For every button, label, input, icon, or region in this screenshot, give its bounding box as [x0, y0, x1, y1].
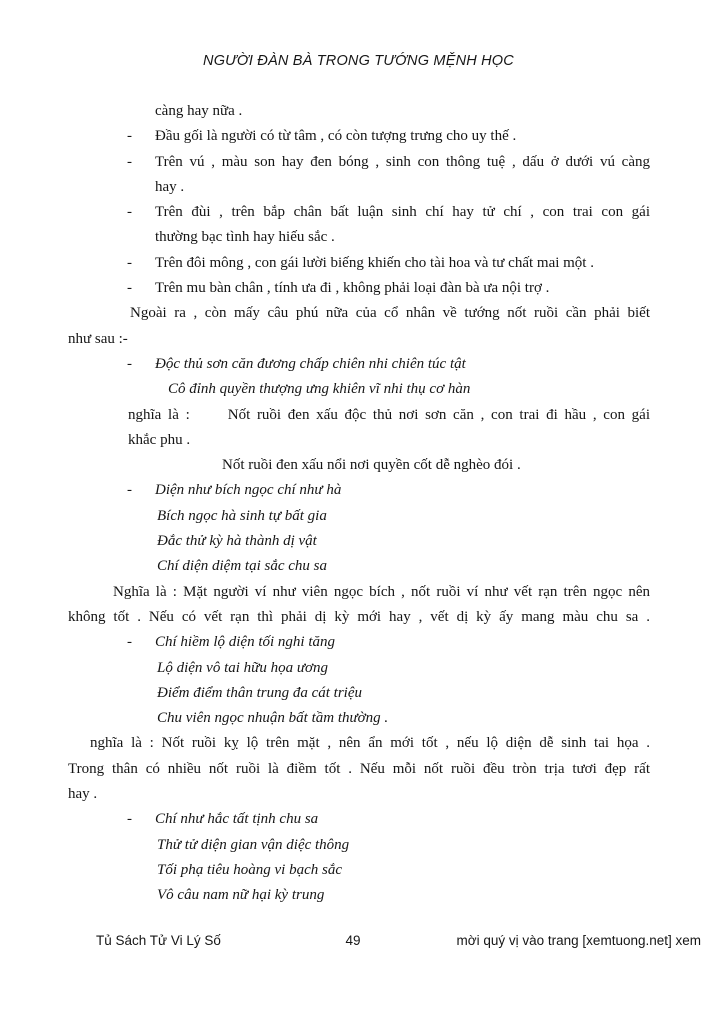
line-text: Chí hiềm lộ diện tối nghi tăng — [155, 634, 335, 651]
text-line — [68, 883, 650, 908]
text-line — [68, 580, 650, 605]
text-line — [68, 453, 650, 478]
line-text: Cô đỉnh quyền thượng ưng khiên vĩ nhi thụ cơ hàn — [168, 381, 471, 398]
text-line — [68, 757, 650, 782]
meaning-label: nghĩa là : — [128, 406, 190, 423]
text-line — [68, 124, 650, 149]
line-text: Ngoài ra , còn mấy câu phú nữa của cổ nhân về tướng nốt ruồi cần phải biết — [130, 305, 650, 322]
text-line — [68, 504, 650, 529]
text-line — [68, 200, 650, 225]
text-line — [68, 681, 650, 706]
text-line — [68, 858, 650, 883]
text-line — [68, 731, 650, 756]
line-text: Đầu gối là người có từ tâm , có còn tượng trưng cho uy thế . — [155, 128, 517, 145]
line-text: Chí diện diệm tại sắc chu sa — [157, 558, 327, 575]
line-text: Trên đôi mông , con gái lười biếng khiến cho tài hoa và tư chất mai một . — [155, 254, 594, 271]
footer-page-number: 49 — [345, 933, 361, 948]
line-text: nghĩa là : Nốt ruồi kỵ lộ trên mặt , nên ẩn mới tốt , nếu lộ diện dễ sinh tai họa . — [90, 735, 650, 752]
text-line — [68, 251, 650, 276]
line-text: Trên vú , màu son hay đen bóng , sinh con thông tuệ , dấu ở dưới vú càng — [155, 153, 650, 170]
text-line — [68, 833, 650, 858]
list-dash: - — [127, 254, 132, 271]
line-text: Chu viên ngọc nhuận bất tầm thường . — [157, 710, 389, 727]
text-line — [68, 150, 650, 175]
text-line — [68, 403, 650, 428]
list-dash: - — [127, 153, 132, 170]
text-line — [68, 630, 650, 655]
line-text: Điểm điểm thân trung đa cát triệu — [157, 684, 362, 701]
text-line — [68, 225, 650, 250]
line-text: Độc thủ sơn căn đương chấp chiên nhi chiên túc tật — [155, 355, 466, 372]
line-text: Trong thân có nhiều nốt ruồi là điềm tốt . Nếu mỗi nốt ruồi đều tròn trịa tươi đẹp rất — [68, 760, 650, 777]
list-dash: - — [127, 204, 132, 221]
text-line — [68, 352, 650, 377]
line-text: Chí như hắc tất tịnh chu sa — [155, 811, 319, 828]
line-text: Tối phạ tiêu hoàng vi bạch sắc — [157, 861, 342, 878]
line-text: Nốt ruồi đen xấu độc thủ nơi sơn căn , con trai đi hầu , con gái — [227, 406, 650, 423]
list-dash: - — [127, 811, 132, 828]
footer-book-title: Tủ Sách Tử Vi Lý Số — [96, 933, 221, 948]
line-text: hay . — [68, 786, 98, 803]
line-text: hay . — [155, 178, 185, 195]
text-line — [68, 327, 650, 352]
line-text: không tốt . Nếu có vết rạn thì phải dị kỳ mới hay , vết dị kỳ ấy mang màu chu sa . — [68, 608, 650, 625]
text-line — [68, 605, 650, 630]
line-text: khắc phu . — [128, 431, 191, 448]
list-dash: - — [127, 482, 132, 499]
text-line — [68, 175, 650, 200]
list-dash: - — [127, 128, 132, 145]
text-line — [68, 807, 650, 832]
list-dash: - — [127, 355, 132, 372]
line-text: Nghĩa là : Mặt người ví như viên ngọc bích , nốt ruồi ví như vết rạn trên ngọc nên — [113, 583, 650, 600]
line-text: thường bạc tình hay hiếu sắc . — [155, 229, 335, 246]
text-line — [68, 656, 650, 681]
line-text: Thử tử diện gian vận diệc thông — [157, 836, 350, 853]
text-line — [68, 301, 650, 326]
line-text: Nốt ruồi đen xấu nổi nơi quyền cốt dễ nghèo đói . — [222, 457, 521, 474]
document-lines — [68, 99, 650, 909]
line-text: Trên mu bàn chân , tính ưa đi , không phải loại đàn bà ưa nội trợ . — [155, 280, 550, 297]
line-text: Đắc thử kỳ hà thành dị vật — [157, 533, 317, 550]
text-line — [68, 99, 650, 124]
line-text: như sau :- — [68, 330, 128, 347]
text-line — [68, 706, 650, 731]
text-line — [68, 478, 650, 503]
text-line — [68, 377, 650, 402]
line-text: Vô câu nam nữ hại kỳ trung — [157, 887, 325, 904]
text-line — [68, 554, 650, 579]
text-line — [68, 276, 650, 301]
line-text: Diện như bích ngọc chí như hà — [155, 482, 342, 499]
list-dash: - — [127, 634, 132, 651]
line-text: Trên đùi , trên bắp chân bất luận sinh chí hay tử chí , con trai con gái — [155, 204, 650, 221]
footer-site-note: mời quý vị vào trang [xemtuong.net] xem — [456, 933, 701, 948]
text-line — [68, 782, 650, 807]
line-text: Lộ diện vô tai hữu họa ương — [157, 659, 329, 676]
page-title: NGƯỜI ĐÀN BÀ TRONG TƯỚNG MỆNH HỌC — [203, 53, 514, 69]
text-line — [68, 529, 650, 554]
list-dash: - — [127, 280, 132, 297]
line-text: Bích ngọc hà sinh tự bất gia — [157, 507, 327, 524]
line-text: càng hay nữa . — [155, 103, 243, 119]
text-line — [68, 428, 650, 453]
